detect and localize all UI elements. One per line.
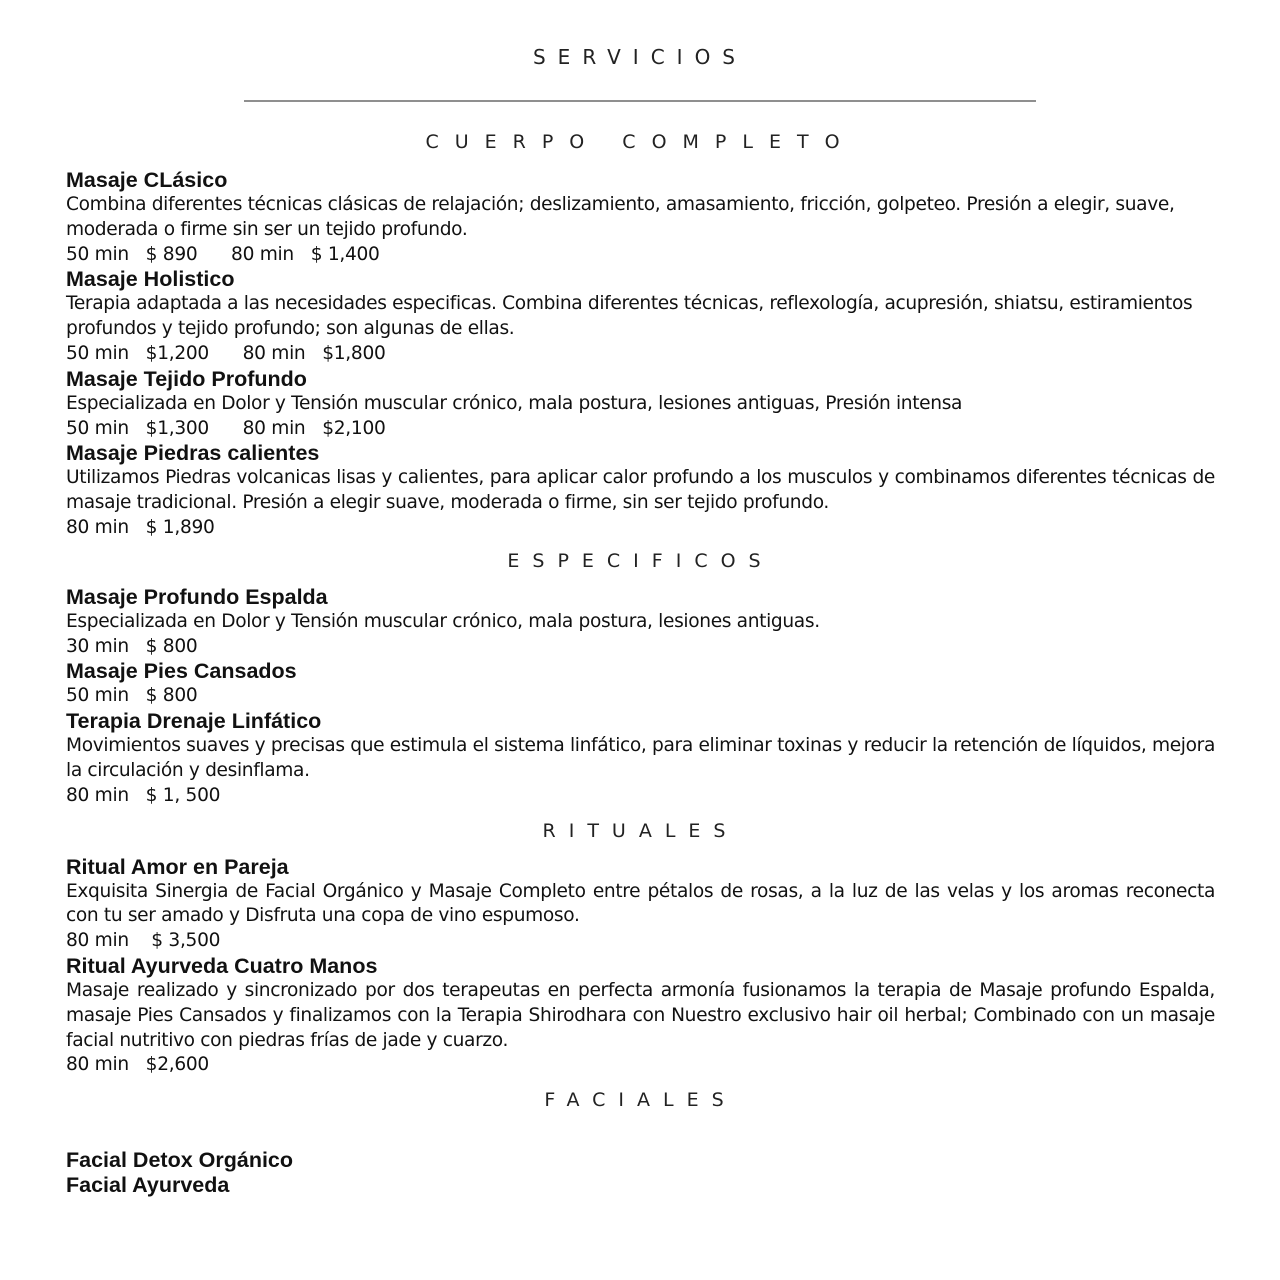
service-price: 50 min $ 890 80 min $ 1,400	[66, 243, 380, 265]
service-description: Especializada en Dolor y Tensión muscular crónico, mala postura, lesiones antiguas.	[66, 610, 820, 632]
service-name: Masaje Holistico	[66, 267, 235, 292]
service-item-facial-ayurveda	[66, 1173, 1215, 1198]
service-item-masaje-profundo-espalda	[66, 585, 1215, 660]
service-item-facial-detox-organico	[66, 1148, 1215, 1173]
service-name: Masaje Tejido Profundo	[66, 366, 307, 391]
service-price: 50 min $1,200 80 min $1,800	[66, 342, 386, 364]
service-description: Utilizamos Piedras volcanicas lisas y calientes, para aplicar calor profundo a los musculos y combinamos diferentes técnicas de masaje tradicional. Presión a elegir suave, moderada o firme, sin ser tejido profundo.	[66, 467, 1215, 514]
service-name: Facial Detox Orgánico	[66, 1148, 294, 1173]
service-price: 80 min $ 3,500	[66, 930, 221, 952]
service-price: 30 min $ 800	[66, 635, 198, 657]
service-price: 50 min $ 800	[66, 685, 198, 707]
service-price: 80 min $2,600	[66, 1054, 209, 1076]
service-item-ritual-ayurveda-cuatro-manos	[66, 954, 1215, 1078]
service-item-masaje-pies-cansados	[66, 659, 1215, 709]
service-name: Masaje Pies Cansados	[66, 659, 297, 684]
services-list	[66, 128, 1215, 1198]
service-name: Ritual Ayurveda Cuatro Manos	[66, 953, 378, 978]
service-price: 80 min $ 1, 500	[66, 784, 221, 806]
service-name: Terapia Drenaje Linfático	[66, 709, 322, 734]
section-title-cuerpo-completo: CUERPO COMPLETO	[425, 131, 856, 153]
service-item-masaje-piedras-calientes	[66, 441, 1215, 540]
service-name: Masaje Profundo Espalda	[66, 584, 328, 609]
service-item-masaje-holistico	[66, 267, 1215, 366]
service-name: Masaje Piedras calientes	[66, 441, 320, 466]
service-price: 50 min $1,300 80 min $2,100	[66, 417, 386, 439]
service-item-ritual-amor-en-pareja	[66, 855, 1215, 954]
page-title: SERVICIOS	[532, 45, 747, 69]
service-name: Masaje CLásico	[66, 168, 228, 192]
service-name: Ritual Amor en Pareja	[66, 854, 289, 879]
service-item-masaje-tejido-profundo	[66, 367, 1215, 442]
service-description: Combina diferentes técnicas clásicas de relajación; deslizamiento, amasamiento, fricción, golpeteo. Presión a elegir, suave, moderada o firme sin ser un tejido profundo.	[66, 194, 1175, 240]
service-price: 80 min $ 1,890	[66, 516, 215, 538]
service-description: Movimientos suaves y precisas que estimula el sistema linfático, para eliminar toxinas y reducir la retención de líquidos, mejora la circulación y desinflama.	[66, 735, 1215, 781]
service-description: Terapia adaptada a las necesidades especificas. Combina diferentes técnicas, reflexología, acupresión, shiatsu, estiramientos profundos y tejido profundo; son algunas de ellas.	[66, 293, 1193, 340]
section-title-especificos: ESPECIFICOS	[507, 549, 774, 572]
service-description: Masaje realizado y sincronizado por dos terapeutas en perfecta armonía fusionamos la terapia de Masaje profundo Espalda, masaje Pies Cansados y finalizamos con la Terapia Shirodhara con Nuestro exclusivo hair oil herbal; Combinado con un masaje facial nutritivo con piedras frías de jade y cuarzo.	[66, 979, 1215, 1051]
service-item-terapia-drenaje-linfatico	[66, 709, 1215, 808]
section-title-rituales: RITUALES	[542, 819, 739, 842]
service-name: Facial Ayurveda	[66, 1173, 230, 1198]
service-description: Especializada en Dolor y Tensión muscular crónico, mala postura, lesiones antiguas, Presión intensa	[66, 392, 963, 414]
service-item-masaje-clasico	[66, 168, 1215, 267]
service-description: Exquisita Sinergia de Facial Orgánico y Masaje Completo entre pétalos de rosas, a la luz de las velas y los aromas reconecta con tu ser amado y Disfruta una copa de vino espumoso.	[66, 880, 1215, 927]
title-divider	[244, 100, 1036, 102]
section-title-faciales: FACIALES	[544, 1089, 737, 1112]
